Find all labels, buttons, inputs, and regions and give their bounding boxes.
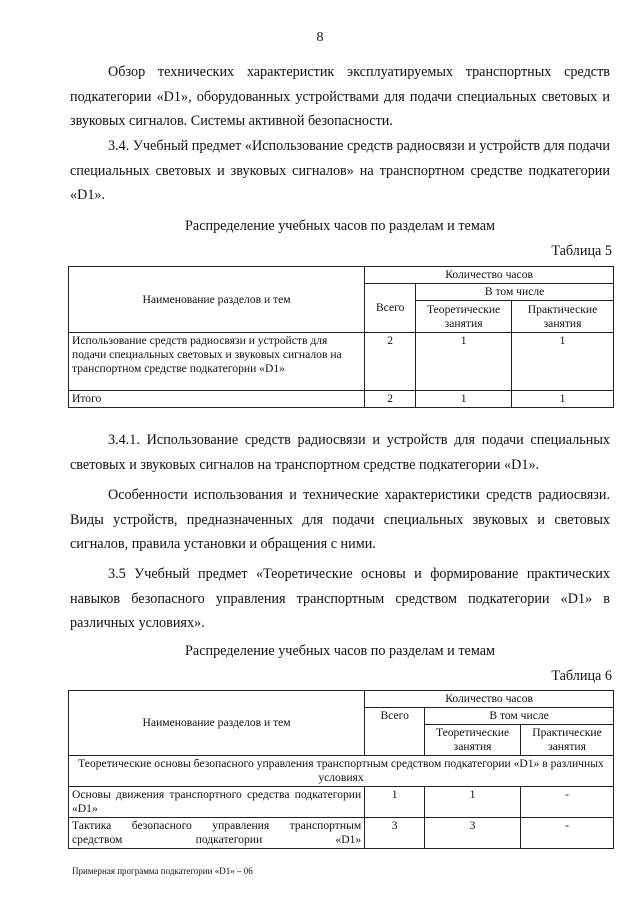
table6-header-theory: Теоретические занятия <box>425 725 521 756</box>
table-row-total: 2 <box>365 333 416 391</box>
table5-label: Таблица 5 <box>551 243 612 259</box>
paragraph-subject-3-5: 3.5 Учебный предмет «Теоретические основы и формирование практических навыков безопасного управления транспортным средством подкатегории «D1» в различных условиях». <box>70 566 610 631</box>
table-row-practice: - <box>521 787 614 818</box>
table-row-name: Основы движения транспортного средства подкатегории «D1» <box>69 787 365 818</box>
table-row-name: Использование средств радиосвязи и устройств для подачи специальных световых и звуковых сигналов на транспортном средстве подкатегории «D1» <box>69 333 365 391</box>
table5-header-hours: Количество часов <box>365 267 614 284</box>
table5-header-total: Всего <box>365 284 416 333</box>
table-row-theory: 1 <box>416 333 512 391</box>
table6-header-hours: Количество часов <box>365 691 614 708</box>
table6-header-including: В том числе <box>425 708 614 725</box>
table6-header-practice: Практические занятия <box>521 725 614 756</box>
table5-itogo-practice: 1 <box>512 391 614 408</box>
table5-itogo-theory: 1 <box>416 391 512 408</box>
paragraph-3-4-1: 3.4.1. Использование средств радиосвязи и устройств для подачи специальных световых и звуковых сигналов на транспортном средстве подкатегории «D1». <box>70 432 610 473</box>
page-number: 8 <box>316 30 324 45</box>
table5-header-practice: Практические занятия <box>512 301 614 333</box>
table-row-practice: 1 <box>512 333 614 391</box>
paragraph-overview: Обзор технических характеристик эксплуатируемых транспортных средств подкатегории «D1», оборудованных устройствами для подачи специальных световых и звуковых сигналов. Системы активной безопасности. <box>70 64 610 129</box>
table-row-theory: 1 <box>425 787 521 818</box>
table5 <box>68 266 614 408</box>
heading-distribution-1: Распределение учебных часов по разделам и темам <box>185 218 495 234</box>
table-row-total: 3 <box>365 818 425 849</box>
table-row-total: 1 <box>365 787 425 818</box>
table-row-name: Тактика безопасного управления транспортным средством подкатегории «D1» <box>69 818 365 849</box>
table5-header-name: Наименование разделов и тем <box>69 267 365 333</box>
table-row-practice: - <box>521 818 614 849</box>
table5-header-including: В том числе <box>416 284 614 301</box>
heading-distribution-2: Распределение учебных часов по разделам и темам <box>185 643 495 659</box>
table5-header-theory: Теоретические занятия <box>416 301 512 333</box>
table6-header-name: Наименование разделов и тем <box>69 691 365 756</box>
table5-itogo-name: Итого <box>69 391 365 408</box>
table6-label: Таблица 6 <box>551 668 612 684</box>
table6-header-total: Всего <box>365 708 425 756</box>
footer-text: Примерная программа подкатегории «D1» – 06 <box>72 866 253 876</box>
table5-itogo-total: 2 <box>365 391 416 408</box>
table6-section-title: Теоретические основы безопасного управления транспортным средством подкатегории «D1» в различных условиях <box>69 756 614 787</box>
table6 <box>68 690 614 849</box>
table-row-theory: 3 <box>425 818 521 849</box>
paragraph-subject-3-4: 3.4. Учебный предмет «Использование средств радиосвязи и устройств для подачи специальных световых и звуковых сигналов» на транспортном средстве подкатегории «D1». <box>70 138 610 203</box>
paragraph-radio-features: Особенности использования и технические характеристики средств радиосвязи. Виды устройств, предназначенных для подачи специальных звуковых и световых сигналов, правила установки и обращения с ними. <box>70 487 610 552</box>
